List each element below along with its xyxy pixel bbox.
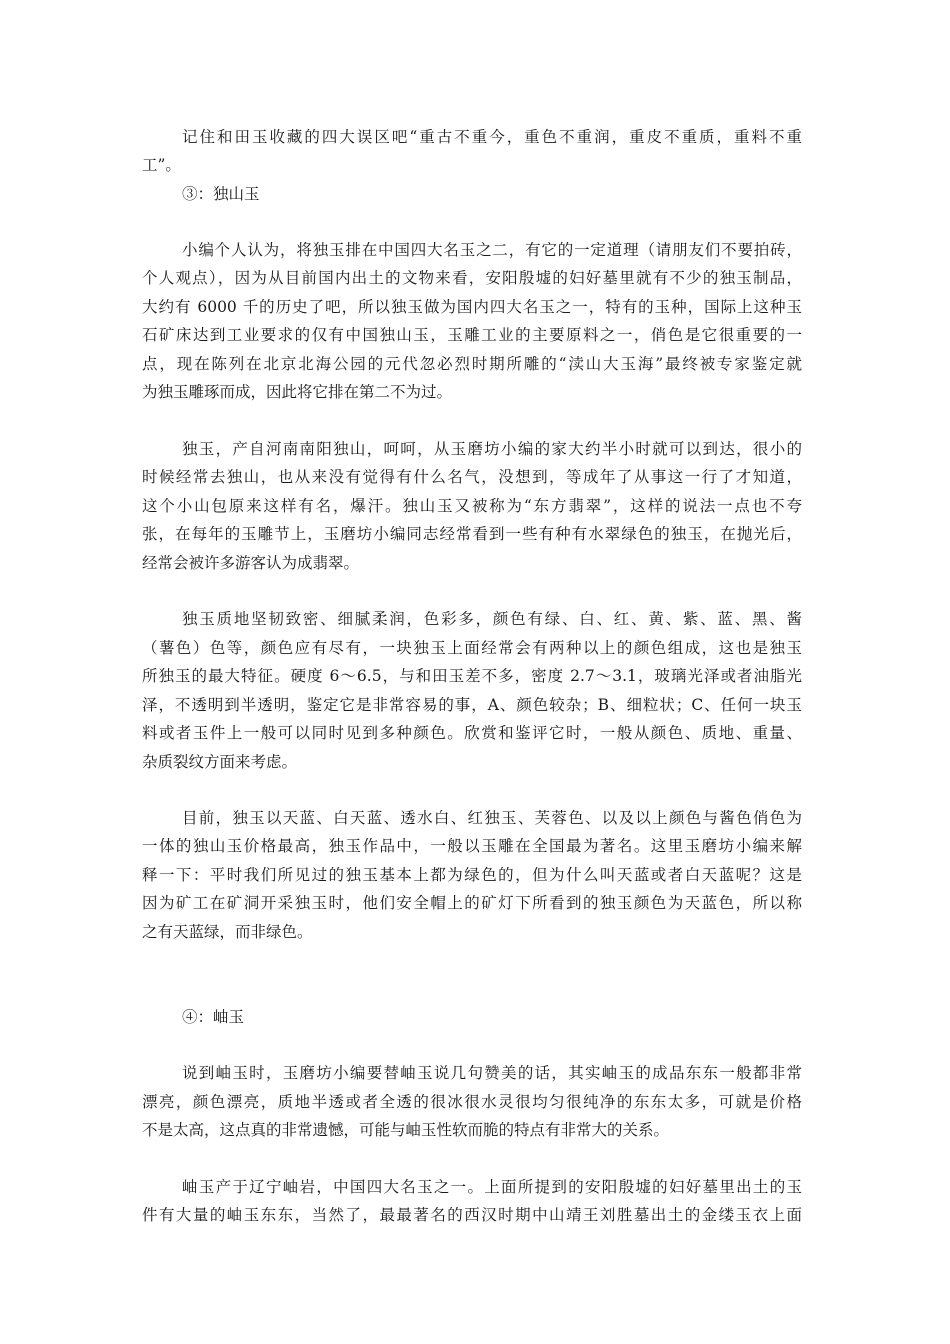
text-line: 经常会被许多游客认为成翡翠。 bbox=[142, 554, 360, 572]
text-line: 工”。 bbox=[142, 156, 181, 174]
text-line: 因为矿工在矿洞开采独玉时，他们安全帽上的矿灯下所看到的独玉颜色为天蓝色，所以称 bbox=[142, 894, 802, 912]
text-line: 记住和田玉收藏的四大误区吧“重古不重今，重色不重润，重皮不重质，重料不重 bbox=[182, 128, 802, 146]
text-line: 独玉，产自河南南阳独山，呵呵，从玉磨坊小编的家大约半小时就可以到达，很小的 bbox=[182, 440, 802, 458]
section-heading: ④：岫玉 bbox=[182, 1008, 245, 1026]
section-heading: ③：独山玉 bbox=[182, 185, 260, 203]
text-line: 点，现在陈列在北京北海公园的元代忽必烈时期所雕的“渎山大玉海”最终被专家鉴定就 bbox=[142, 355, 802, 373]
text-line: 料或者玉件上一般可以同时见到多种颜色。欣赏和鉴评它时，一般从颜色、质地、重量、 bbox=[142, 724, 802, 742]
text-line: 漂亮，颜色漂亮，质地半透或者全透的很冰很水灵很均匀很纯净的东东太多，可就是价格 bbox=[142, 1093, 802, 1111]
text-line: 说到岫玉时，玉磨坊小编要替岫玉说几句赞美的话，其实岫玉的成品东东一般都非常 bbox=[182, 1064, 802, 1082]
text-line: 石矿床达到工业要求的仅有中国独山玉，玉雕工业的主要原料之一，俏色是它很重要的一 bbox=[142, 326, 802, 344]
text-line: 张，在每年的玉雕节上，玉磨坊小编同志经常看到一些有种有水翠绿色的独玉，在抛光后， bbox=[142, 525, 802, 543]
text-line: 不是太高，这点真的非常遗憾，可能与岫玉性软而脆的特点有非常大的关系。 bbox=[142, 1121, 670, 1139]
text-line: 为独玉雕琢而成，因此将它排在第二不为过。 bbox=[142, 383, 453, 401]
text-line: 之有天蓝绿，而非绿色。 bbox=[142, 923, 313, 941]
text-line: 件有大量的岫玉东东，当然了，最最著名的西汉时期中山靖王刘胜墓出土的金缕玉衣上面 bbox=[142, 1206, 802, 1224]
text-line: 目前，独玉以天蓝、白天蓝、透水白、红独玉、芙蓉色、以及以上颜色与酱色俏色为 bbox=[182, 809, 802, 827]
text-line: 个人观点），因为从目前国内出土的文物来看，安阳殷墟的妇好墓里就有不少的独玉制品， bbox=[142, 269, 802, 287]
text-line: 时候经常去独山，也从来没有觉得有什么名气，没想到，等成年了从事这一行了才知道， bbox=[142, 468, 802, 486]
text-line: 杂质裂纹方面来考虑。 bbox=[142, 753, 298, 771]
text-line: 泽，不透明到半透明，鉴定它是非常容易的事，A、颜色较杂；B、细粒状；C、任何一块玉 bbox=[142, 696, 802, 714]
text-line: （薯色）色等，颜色应有尽有，一块独玉上面经常会有两种以上的颜色组成，这也是独玉 bbox=[142, 639, 802, 657]
text-line: 这个小山包原来这样有名，爆汗。独山玉又被称为“东方翡翠”，这样的说法一点也不夸 bbox=[142, 497, 802, 515]
text-line: 独玉质地坚韧致密、细腻柔润，色彩多，颜色有绿、白、红、黄、紫、蓝、黑、酱 bbox=[182, 610, 802, 628]
text-line: 小编个人认为，将独玉排在中国四大名玉之二，有它的一定道理（请朋友们不要拍砖， bbox=[182, 241, 802, 259]
text-line: 释一下：平时我们所见过的独玉基本上都为绿色的，但为什么叫天蓝或者白天蓝呢？这是 bbox=[142, 866, 802, 884]
text-line: 岫玉产于辽宁岫岩，中国四大名玉之一。上面所提到的安阳殷墟的妇好墓里出土的玉 bbox=[182, 1178, 802, 1196]
text-line: 大约有 6000 千的历史了吧，所以独玉做为国内四大名玉之一，特有的玉种，国际上这种玉 bbox=[142, 298, 802, 316]
text-line: 一体的独山玉价格最高，独玉作品中，一般以玉雕在全国最为著名。这里玉磨坊小编来解 bbox=[142, 837, 802, 855]
text-line: 所独玉的最大特征。硬度 6～6.5，与和田玉差不多，密度 2.7～3.1，玻璃光泽或者油脂光 bbox=[142, 667, 802, 685]
